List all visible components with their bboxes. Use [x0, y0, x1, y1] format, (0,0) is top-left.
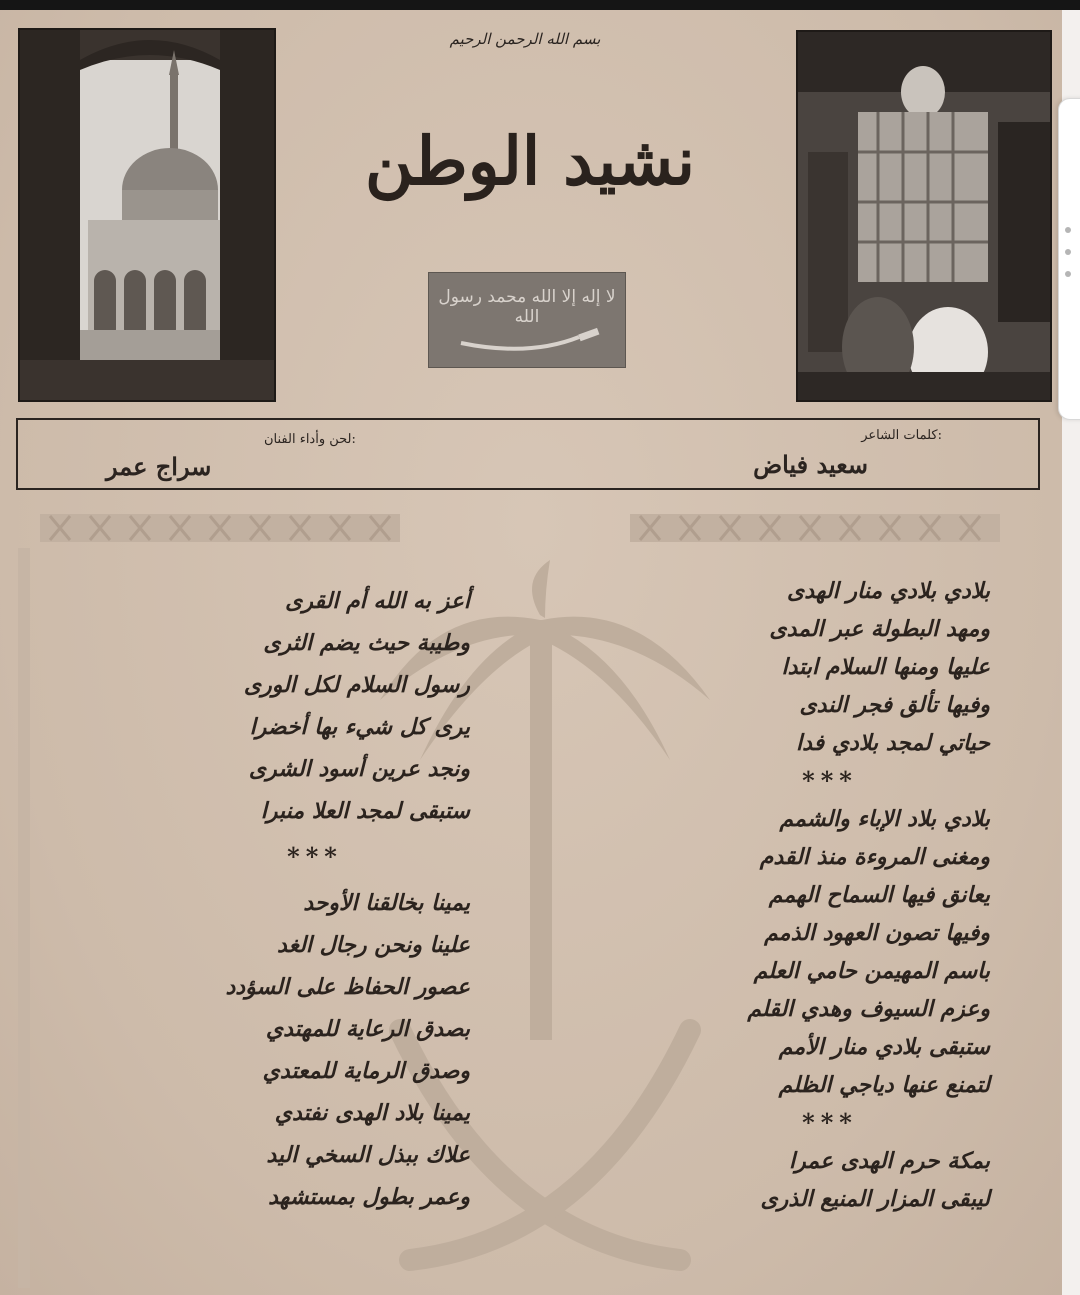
- verse-line: وطيبة حيث يضم الثرى: [263, 630, 470, 656]
- verse-line: يرى كل شيء بها أخضرا: [249, 714, 470, 740]
- sword-icon: [429, 273, 625, 367]
- verse-line: أعز به الله أم القرى: [285, 588, 470, 614]
- page-title: نشيد الوطن: [364, 122, 696, 200]
- verse-line: ستبقى بلادي منار الأمم: [778, 1034, 990, 1060]
- poem-column-right: [560, 572, 990, 1218]
- verse-line: عليها ومنها السلام ابتدا: [781, 654, 990, 680]
- decorative-border-right: [630, 508, 1000, 548]
- photo-mosque-dome: [18, 28, 276, 402]
- lyricist-label: كلمات الشاعر:: [861, 428, 942, 443]
- handle-dot-icon: [1065, 271, 1071, 277]
- verse-line: ومغنى المروءة منذ القدم: [759, 844, 990, 870]
- verse-line: وعمر بطول بمستشهد: [268, 1184, 470, 1210]
- verse-line: لتمنع عنها دياجي الظلم: [778, 1072, 990, 1098]
- lyricist-name: سعيد فياض: [753, 450, 868, 479]
- viewer-edge: [1062, 10, 1080, 1295]
- composer-label: لحن وأداء الفنان:: [264, 432, 356, 447]
- verse-line: يمينا بلاد الهدى نفتدي: [274, 1100, 470, 1126]
- photo-maqam-structure: [796, 30, 1052, 402]
- handle-dot-icon: [1065, 249, 1071, 255]
- verse-line: يعانق فيها السماح الهمم: [768, 882, 990, 908]
- basmala: بسم الله الرحمن الرحيم: [449, 30, 601, 48]
- verse-line: بلادي بلاد الإباء والشمم: [779, 806, 990, 832]
- stanza-separator: ***: [287, 842, 343, 871]
- flag-shahada: لا إله إلا الله محمد رسول الله: [438, 287, 616, 327]
- side-panel-handle[interactable]: [1058, 98, 1080, 420]
- verse-line: علينا ونحن رجال الغد: [277, 932, 470, 958]
- verse-line: بصدق الرعاية للمهتدي: [265, 1016, 470, 1042]
- verse-line: يمينا بخالقنا الأوحد: [303, 890, 470, 916]
- verse-line: علاك ببذل السخي اليد: [266, 1142, 470, 1168]
- verse-line: ومهد البطولة عبر المدى: [769, 616, 990, 642]
- verse-line: رسول السلام لكل الورى: [243, 672, 470, 698]
- verse-line: بمكة حرم الهدى عمرا: [789, 1148, 990, 1174]
- verse-line: ستبقى لمجد العلا منبرا: [260, 798, 470, 824]
- verse-line: حياتي لمجد بلادي فدا: [796, 730, 990, 756]
- verse-line: ونجد عرين أسود الشرى: [248, 756, 470, 782]
- saudi-flag-image: [428, 272, 626, 368]
- stanza-separator: ***: [802, 766, 858, 795]
- credits-box: [16, 418, 1040, 490]
- top-bar: [0, 0, 1080, 10]
- handle-dot-icon: [1065, 227, 1071, 233]
- verse-line: عصور الحفاظ على السؤدد: [225, 974, 470, 1000]
- verse-line: باسم المهيمن حامي العلم: [753, 958, 990, 984]
- verse-line: وصدق الرماية للمعتدي: [262, 1058, 470, 1084]
- verse-line: وعزم السيوف وهدي القلم: [747, 996, 990, 1022]
- poem-column-left: [80, 580, 470, 1218]
- verse-line: وفيها تصون العهود الذمم: [764, 920, 990, 946]
- verse-line: ليبقى المزار المنيع الذرى: [760, 1186, 990, 1212]
- verse-line: وفيها تألق فجر الندى: [799, 692, 990, 718]
- decorative-border-left: [40, 508, 400, 548]
- decorative-side-strip: [18, 548, 30, 1288]
- stanza-separator: ***: [802, 1108, 858, 1137]
- composer-name: سراج عمر: [106, 452, 212, 481]
- verse-line: بلادي بلادي منار الهدى: [787, 578, 990, 604]
